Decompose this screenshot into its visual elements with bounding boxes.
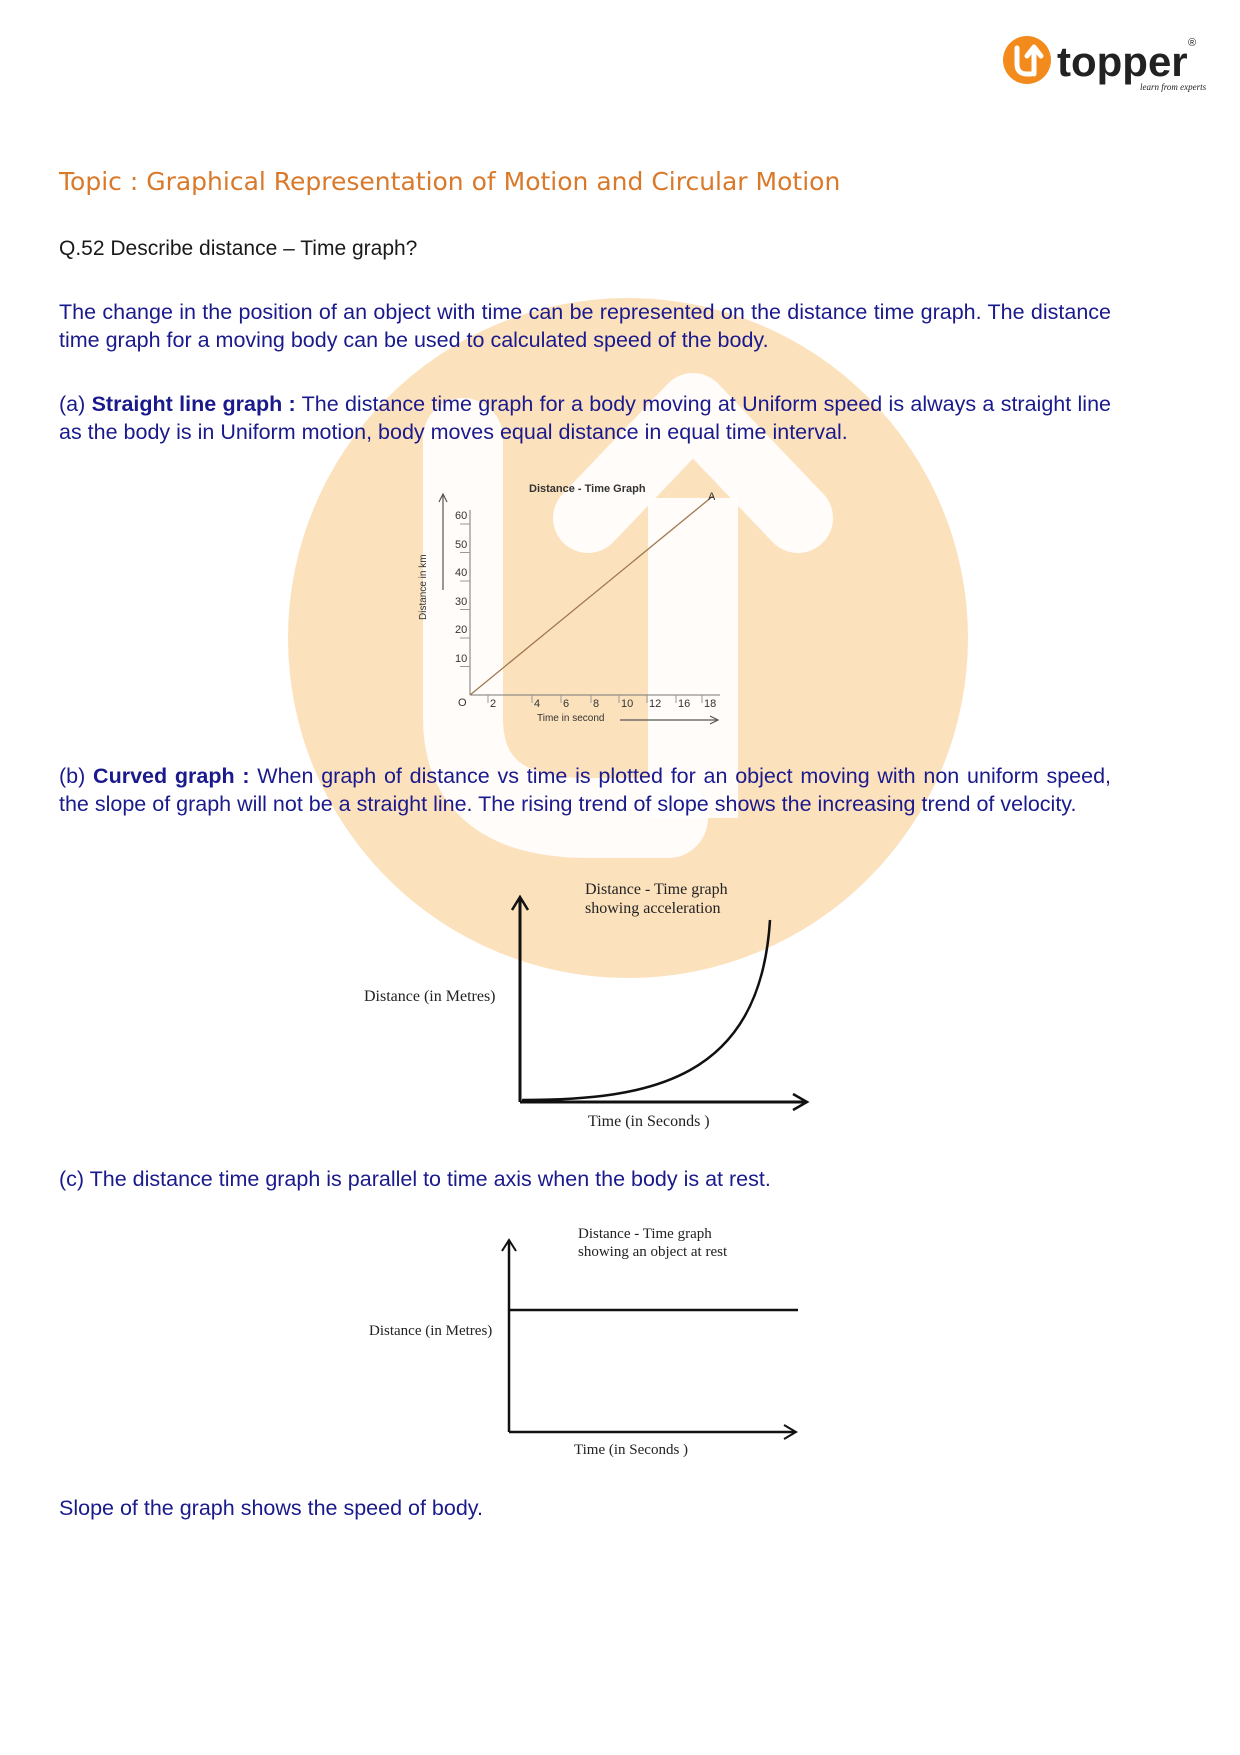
graph-a-x-tick-label: 12 <box>649 698 662 710</box>
graph-b-xlabel: Time (in Seconds ) <box>588 1113 710 1130</box>
graph-b-chart <box>500 890 820 1120</box>
graph-b-curve <box>522 920 770 1100</box>
graph-a-y-tick-label: 30 <box>455 595 468 608</box>
section-a-heading: Straight line graph : <box>91 392 296 416</box>
graph-a-x-tick-label: 4 <box>534 698 541 710</box>
graph-c-title: Distance - Time graph showing an object at rest <box>578 1226 728 1260</box>
page-title: Topic : Graphical Representation of Motion and Circular Motion <box>59 167 841 196</box>
brand-logo[interactable] <box>1003 30 1207 100</box>
graph-a-y-tick-label: 40 <box>455 567 468 579</box>
graph-a-x-tick-label: 2 <box>490 698 497 710</box>
graph-a-y-tick-label: 60 <box>455 510 468 522</box>
graph-a-x-tick-label: 10 <box>621 698 634 710</box>
graph-a-y-tick-label: 50 <box>455 538 468 551</box>
logo-wordmark: topper <box>1057 38 1188 85</box>
graph-c-chart <box>495 1235 815 1440</box>
graph-a-ylabel: Distance in km <box>418 554 429 620</box>
intro-paragraph: The change in the position of an object with time can be represented on the distance time graph. The distance time graph for a moving body can be used to calculated speed of the body. <box>59 300 1111 352</box>
graph-b-ylabel: Distance (in Metres) <box>364 988 496 1005</box>
graph-a-title: Distance - Time Graph <box>529 483 646 495</box>
graph-a-x-tick-label: 16 <box>678 698 691 710</box>
section-b-heading: Curved graph : <box>93 764 250 788</box>
section-a-paragraph: (a) Straight line graph : The distance time graph for a body moving at Uniform speed is always a straight line as the body is in Uniform motion, body moves equal distance in equal time interval. <box>59 392 1111 444</box>
graph-a-x-tick-label: 8 <box>593 698 600 710</box>
conclusion-text: Slope of the graph shows the speed of body. <box>59 1496 483 1520</box>
graph-a-series-line <box>470 496 714 696</box>
section-c-paragraph: (c) The distance time graph is parallel to time axis when the body is at rest. <box>59 1167 771 1191</box>
graph-a-line-label: A <box>708 491 716 503</box>
graph-c-ylabel: Distance (in Metres) <box>369 1323 493 1339</box>
svg-text:®: ® <box>1188 37 1197 49</box>
graph-a-xlabel: Time in second <box>537 713 605 724</box>
graph-a-x-tick-label: 6 <box>563 698 570 710</box>
graph-c-xlabel: Time (in Seconds ) <box>574 1442 689 1458</box>
question-heading: Q.52 Describe distance – Time graph? <box>59 237 418 260</box>
logo-tagline: learn from experts <box>1140 82 1207 92</box>
graph-b-title: Distance - Time graph showing acceleration <box>585 881 728 917</box>
graph-a-x-tick-label: 18 <box>704 698 717 710</box>
logo-circle-icon <box>1003 36 1051 84</box>
graph-a-origin: O <box>458 697 467 709</box>
section-b-paragraph: (b) Curved graph : When graph of distance vs time is plotted for an object moving with non uniform speed, the slope of graph will not be a straight line. The rising trend of slope shows the increasing trend of velocity. <box>59 764 1112 816</box>
graph-a-y-tick-label: 20 <box>455 624 468 636</box>
graph-a-chart <box>440 480 740 730</box>
graph-a-y-tick-label: 10 <box>455 652 468 665</box>
